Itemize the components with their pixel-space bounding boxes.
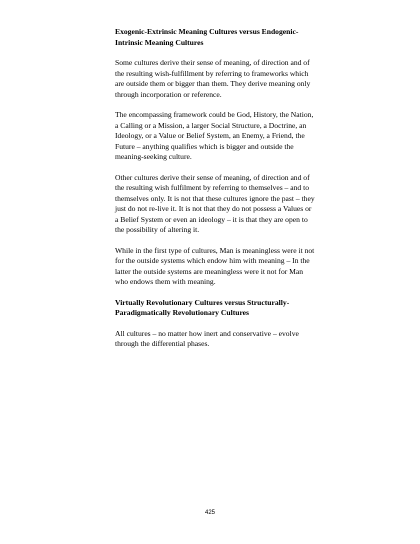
section-heading: Virtually Revolutionary Cultures versus Structurally-Paradigmatically Revolutionary Cultures	[115, 297, 290, 317]
paragraph: Other cultures derive their sense of meaning, of direction and of the resulting wish fulfilment by referring to themselves – and to themselves only. It is not that these cultures ignore the past – they just do not re-live it. It is not that they do not possess a Values or a Belief System or even an ideology – it is that they are open to the possibility of altering it.	[115, 172, 315, 234]
paragraph: While in the first type of cultures, Man is meaningless were it not for the outside systems which endow him with meaning – In the latter the outside systems are meaningless were it not for Man who endows them with meaning.	[115, 245, 315, 286]
paragraph: Some cultures derive their sense of meaning, of direction and of the resulting wish-fulfillment by referring to frameworks which are outside them or bigger than them. They derive meaning only through incorporation or reference.	[115, 58, 311, 99]
section-heading: Exogenic-Extrinsic Meaning Cultures versus Endogenic-Intrinsic Meaning Cultures	[115, 27, 299, 47]
page-number: 425	[204, 510, 215, 516]
paragraph: All cultures – no matter how inert and conservative – evolve through the differential phases.	[115, 328, 299, 348]
paragraph: The encompassing framework could be God, History, the Nation, a Calling or a Mission, a larger Social Structure, a Doctrine, an Ideology, or a Value or Belief System, an Enemy, a Friend, the Future – anything qualifies which is bigger and outside the meaning-seeking culture.	[115, 110, 314, 161]
page-content	[115, 27, 315, 360]
